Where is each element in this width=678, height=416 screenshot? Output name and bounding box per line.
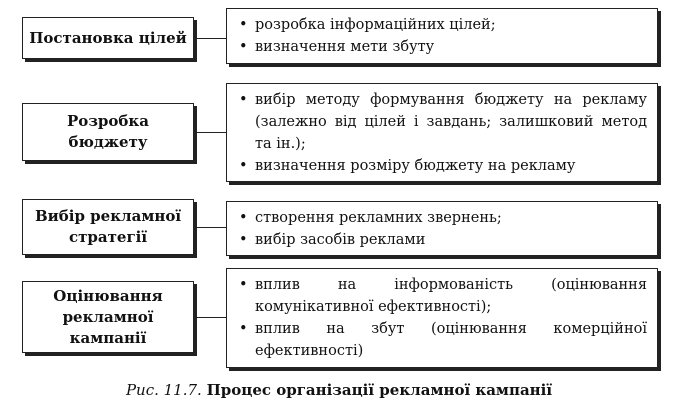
stage-4-points-box [226, 268, 658, 368]
stage-1-title: Постановка цілей [29, 28, 187, 47]
figure-title: Процес організації рекламної кампанії [206, 381, 553, 399]
stage-4-connector [194, 317, 226, 318]
stage-2-title: Розробка бюджету [67, 112, 149, 151]
stage-2-point-1: • вибір методу формування бюджету на рекламу (залежно від цілей і завдань; залишковий метод та ін.); [237, 89, 647, 155]
stage-1-point-2: • визначення мети збуту [237, 36, 647, 58]
stage-4-title: Оцінювання рекламної кампанії [53, 286, 163, 347]
stage-2-title-box [22, 103, 194, 161]
stage-1-points-box [226, 8, 658, 64]
stage-3-connector [194, 227, 226, 228]
stage-3-point-1: • створення рекламних звернень; [237, 207, 647, 229]
stage-3-points-box [226, 201, 658, 256]
stage-4-point-2: • вплив на збут (оцінювання комерційної ефективності) [237, 318, 647, 362]
stage-4-title-box [22, 281, 194, 353]
stage-3-point-2: • вибір засобів реклами [237, 229, 647, 251]
stage-1-connector [194, 38, 226, 39]
stage-1-point-1: • розробка інформаційних цілей; [237, 14, 647, 36]
stage-3-title: Вибір рекламної стратегії [34, 207, 182, 246]
stage-1-title-box [22, 17, 194, 59]
stage-2-points-box [226, 83, 658, 182]
stage-2-connector [194, 132, 226, 133]
figure-caption [0, 380, 678, 400]
figure-label: Рис. 11.7. [125, 381, 202, 399]
stage-2-point-2: • визначення розміру бюджету на рекламу [237, 155, 647, 177]
stage-4-point-1: • вплив на інформованість (оцінювання комунікативної ефективності); [237, 274, 647, 318]
stage-3-title-box [22, 199, 194, 255]
